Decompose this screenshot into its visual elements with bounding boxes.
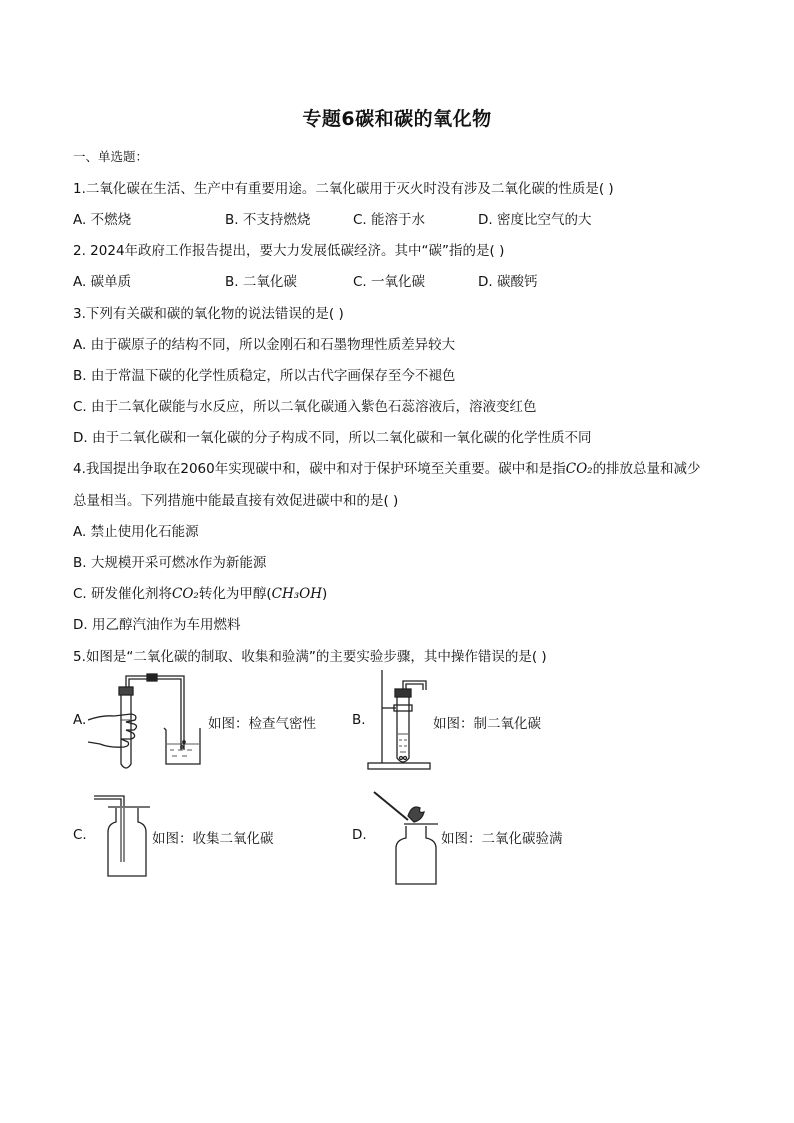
q5-option-c-caption: 如图：收集二氧化碳 [152, 831, 274, 847]
q1-option-a: A. 不燃烧 [73, 212, 132, 228]
q5-option-b-letter: B. [352, 712, 366, 728]
q4-stem-formula: CO₂ [565, 461, 593, 477]
question-2-stem: 2. 2024年政府工作报告提出，要大力发展低碳经济。其中“碳”指的是( ) [73, 243, 505, 259]
q2-option-a: A. 碳单质 [73, 274, 132, 290]
page-title: 专题6碳和碳的氧化物 [302, 108, 492, 130]
q1-option-d: D. 密度比空气的大 [478, 212, 592, 228]
q4-stem-text-a: 4.我国提出争取在2060年实现碳中和，碳中和对于保护环境至关重要。碳中和是指 [73, 461, 566, 477]
q4-option-d: D. 用乙醇汽油作为车用燃料 [73, 617, 241, 633]
question-4-stem-line1 [73, 457, 701, 477]
figure-co2-generation [366, 668, 432, 772]
q2-option-c: C. 一氧化碳 [353, 274, 426, 290]
question-3-stem: 3.下列有关碳和碳的氧化物的说法错误的是( ) [73, 306, 344, 322]
q4-stem-text-b: 的排放总量和减少 [592, 461, 701, 477]
figure-airtightness-check [88, 668, 206, 774]
q3-option-b: B. 由于常温下碳的化学性质稳定，所以古代字画保存至今不褪色 [73, 368, 456, 384]
figure-co2-collection [94, 792, 152, 880]
figure-co2-full-check [368, 786, 440, 886]
section-heading: 一、单选题： [73, 149, 149, 164]
q4c-text-a: C. 研发催化剂将 [73, 586, 173, 602]
q2-option-b: B. 二氧化碳 [225, 274, 297, 290]
q3-option-a: A. 由于碳原子的结构不同，所以金刚石和石墨物理性质差异较大 [73, 337, 456, 353]
q5-option-d-letter: D. [352, 827, 367, 843]
q3-option-c: C. 由于二氧化碳能与水反应，所以二氧化碳通入紫色石蕊溶液后，溶液变红色 [73, 399, 537, 415]
q5-option-a-letter: A. [73, 712, 87, 728]
q4-option-b: B. 大规模开采可燃冰作为新能源 [73, 555, 267, 571]
q4c-formula-methanol: CH₃OH [271, 586, 322, 602]
question-5-stem: 5.如图是“二氧化碳的制取、收集和验满”的主要实验步骤，其中操作错误的是( ) [73, 649, 547, 665]
q4c-text-b: 转化为甲醇( [198, 586, 272, 602]
q5-option-d-caption: 如图：二氧化碳验满 [441, 831, 563, 847]
q4c-formula-co2: CO₂ [172, 586, 199, 602]
q4-option-a: A. 禁止使用化石能源 [73, 524, 199, 540]
question-4-stem-line2: 总量相当。下列措施中能最直接有效促进碳中和的是( ) [73, 493, 399, 509]
q5-option-c-letter: C. [73, 827, 87, 843]
q3-option-d: D. 由于二氧化碳和一氧化碳的分子构成不同，所以二氧化碳和一氧化碳的化学性质不同 [73, 430, 592, 446]
q5-option-b-caption: 如图：制二氧化碳 [433, 716, 541, 732]
q1-option-c: C. 能溶于水 [353, 212, 426, 228]
q4-option-c [73, 582, 327, 602]
question-1-stem: 1.二氧化碳在生活、生产中有重要用途。二氧化碳用于灭火时没有涉及二氧化碳的性质是( ) [73, 181, 614, 197]
q2-option-d: D. 碳酸钙 [478, 274, 538, 290]
q1-option-b: B. 不支持燃烧 [225, 212, 311, 228]
q4c-text-c: ) [321, 586, 328, 602]
q5-option-a-caption: 如图：检查气密性 [208, 716, 316, 732]
